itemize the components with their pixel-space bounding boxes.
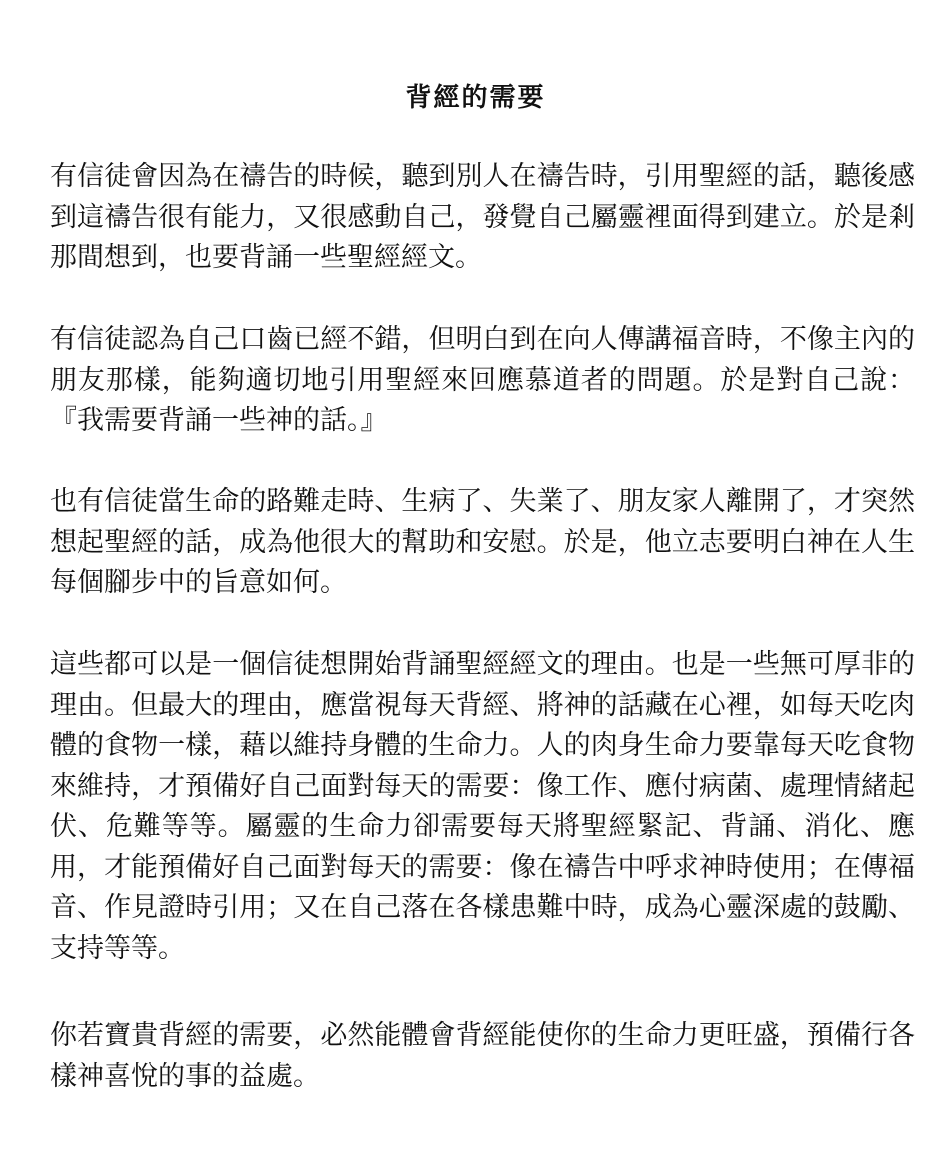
paragraph-2: 有信徒認為自己口齒已經不錯，但明白到在向人傳講福音時，不像主內的朋友那樣，能夠適切地引用聖經來回應慕道者的問題。於是對自己說：『我需要背誦一些神的話。』 xyxy=(50,324,915,436)
paragraph-4: 這些都可以是一個信徒想開始背誦聖經經文的理由。也是一些無可厚非的理由。但最大的理由，應當視每天背經、將神的話藏在心裡，如每天吃肉體的食物一樣，藉以維持身體的生命力。人的肉身生命力要靠每天吃食物來維持，才預備好自己面對每天的需要：像工作、應付病菌、處理情緒起伏、危難等等。屬靈的生命力卻需要每天將聖經緊記、背誦、消化、應用，才能預備好自己面對每天的需要：像在禱告中呼求神時使用；在傳福音、作見證時引用；又在自己落在各樣患難中時，成為心靈深處的鼓勵、支持等等。 xyxy=(50,649,915,964)
document-title: 背經的需要 xyxy=(405,83,546,113)
paragraph-5: 你若寶貴背經的需要，必然能體會背經能使你的生命力更旺盛，預備行各樣神喜悅的事的益處。 xyxy=(50,1020,915,1092)
paragraph-3: 也有信徒當生命的路難走時、生病了、失業了、朋友家人離開了，才突然想起聖經的話，成為他很大的幫助和安慰。於是，他立志要明白神在人生每個腳步中的旨意如何。 xyxy=(50,486,915,598)
paragraph-1: 有信徒會因為在禱告的時候，聽到別人在禱告時，引用聖經的話，聽後感到這禱告很有能力，又很感動自己，發覺自己屬靈裡面得到建立。於是剎那間想到，也要背誦一些聖經經文。 xyxy=(50,161,915,273)
